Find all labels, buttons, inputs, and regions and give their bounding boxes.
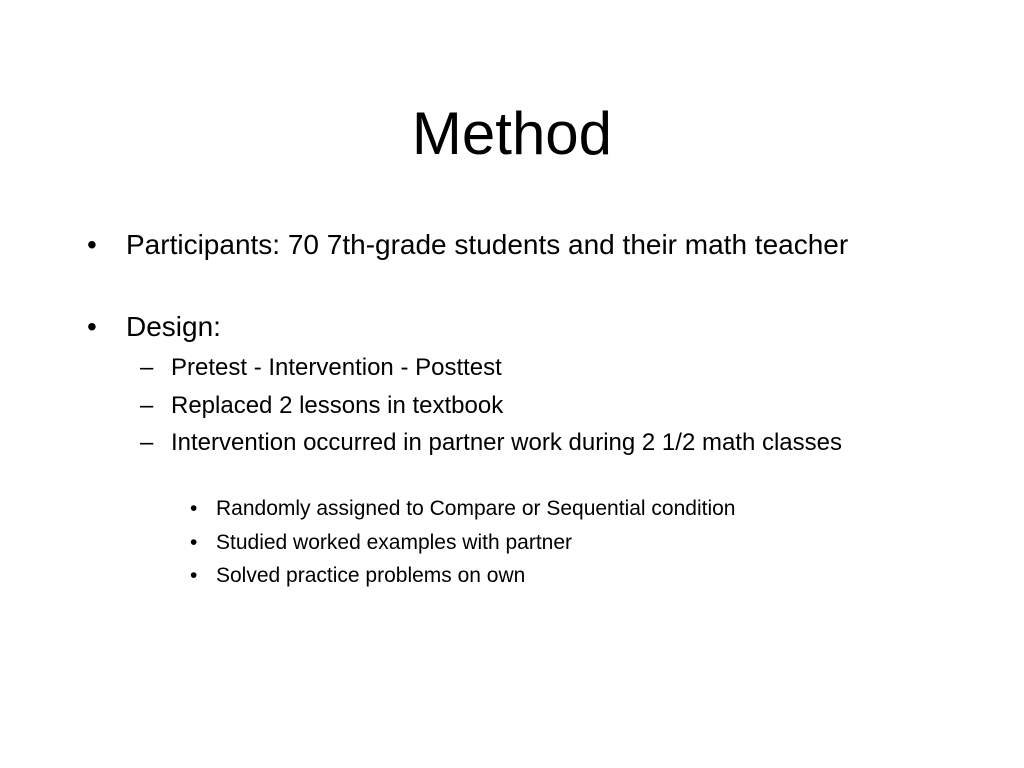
sub-bullet-replaced <box>0 390 891 421</box>
slide-title: Method <box>411 100 613 167</box>
sub-bullet-marker: – <box>140 429 154 456</box>
bullet-marker: • <box>87 311 97 342</box>
bullet-participants <box>0 226 916 264</box>
sub-sub-bullet-text: Solved practice problems on own <box>216 564 526 587</box>
sub-sub-bullet-studied <box>0 528 916 558</box>
sub-sub-bullet-marker: • <box>190 564 198 587</box>
bullet-text: Participants: 70 7th-grade students and their math teacher <box>126 229 849 260</box>
sub-bullet-marker: – <box>140 392 154 419</box>
sub-bullet-pretest <box>0 352 891 383</box>
bullet-marker: • <box>87 229 97 260</box>
sub-sub-bullet-solved <box>0 561 916 591</box>
sub-sub-bullet-randomly <box>0 494 916 524</box>
sub-bullet-marker: – <box>140 354 154 381</box>
sub-bullet-text: Replaced 2 lessons in textbook <box>171 392 504 419</box>
bullet-text: Design: <box>126 311 221 342</box>
bullet-design <box>0 308 916 346</box>
sub-sub-bullet-text: Studied worked examples with partner <box>216 531 573 554</box>
sub-sub-bullet-marker: • <box>190 497 198 520</box>
sub-sub-bullet-text: Randomly assigned to Compare or Sequential condition <box>216 497 736 520</box>
sub-bullet-text: Pretest - Intervention - Posttest <box>171 354 502 381</box>
sub-bullet-intervention <box>0 427 891 458</box>
sub-bullet-text: Intervention occurred in partner work during 2 1/2 math classes <box>171 429 843 456</box>
sub-sub-bullet-marker: • <box>190 531 198 554</box>
